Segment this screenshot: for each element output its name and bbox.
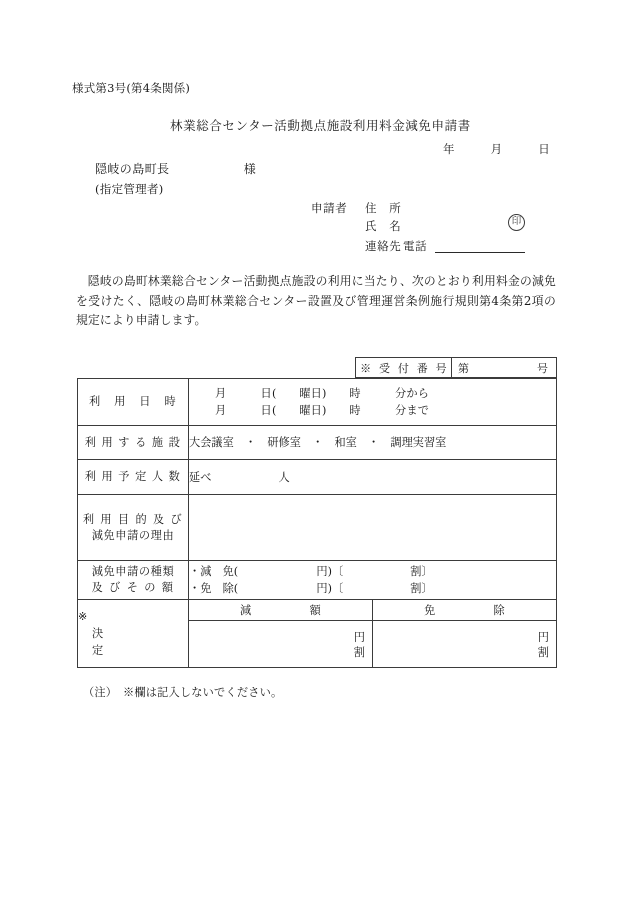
receipt-number-value [452,358,556,377]
body-paragraph: 隠岐の島町林業総合センター活動拠点施設の利用に当たり、次のとおり利用料金の減免を受けたく、隠岐の島町林業総合センター設置及び管理運営条例施行規則第4条第2項の規定により申請します。 [76,274,556,327]
receipt-number-suffix: 号 [537,361,548,375]
decision-value-exemption[interactable] [373,621,557,668]
decision-head-exemption-left: 免 [424,604,436,617]
document-title: 林業総合センター活動拠点施設利用料金減免申請書 [170,118,471,133]
decision-label-text: 決 定 [92,626,218,657]
applicant-address-label: 住 所 [365,201,402,215]
receipt-number-box [355,357,557,378]
decision-subtable [189,600,556,667]
table-row-decision [78,600,557,668]
applicant-name-label: 氏 名 [365,219,402,233]
row-label-decision [78,600,218,668]
row-label-reduction-line1: 減免申請の種類 [91,565,175,578]
receipt-number-prefix: 第 [458,361,469,375]
row-label-datetime: 利 用 日 時 [78,379,189,426]
decision-head-reduction-right: 額 [309,604,321,617]
addressee: 隠岐の島町長 様 [95,162,257,176]
decision-reduction-unit-wari: 割 [353,646,365,659]
receipt-number-label: ※ 受 付 番 号 [356,358,452,377]
datetime-line-to: 月 日( 曜日) 時 分まで [215,404,430,417]
table-row-datetime [78,379,557,426]
row-label-purpose-line1: 利 用 目 的 及 び [82,512,184,526]
decision-head-exemption-right: 除 [493,604,505,617]
row-value-facility[interactable]: 大会議室 ・ 研修室 ・ 和室 ・ 調理実習室 [189,426,557,460]
decision-head-reduction [189,600,373,621]
decision-grid [189,600,557,668]
decision-reduction-unit-yen: 円 [353,631,365,644]
row-label-purpose-line2: 減免申請の理由 [91,528,175,542]
table-row-purpose [78,495,557,561]
table-row-facility [78,426,557,460]
applicant-contact-label: 連絡先 [365,239,402,253]
reduction-option-menjo: ・免 除( 円)〔 割〕 [189,582,433,595]
seal-icon: 印 [508,214,525,231]
application-table [77,378,557,668]
row-label-reduction-line2: 及 び そ の 額 [91,581,175,594]
telephone-write-line [435,252,525,253]
decision-exemption-unit-yen: 円 [537,631,549,644]
date-line: 年 月 日 [443,142,551,156]
datetime-line-from: 月 日( 曜日) 時 分から [215,387,430,400]
decision-body-row [189,621,556,668]
table-row-reduction [78,561,557,600]
decision-head-exemption [373,600,557,621]
row-value-datetime[interactable] [189,379,557,426]
row-value-reduction[interactable] [189,561,557,600]
row-label-reduction [78,561,189,600]
applicant-label: 申請者 [311,201,348,215]
form-number: 様式第3号(第4条関係) [72,81,191,95]
table-row-people [78,460,557,495]
decision-mark: ※ [78,609,89,623]
row-label-facility: 利 用 す る 施 設 [78,426,189,460]
decision-head-reduction-left: 減 [240,604,252,617]
row-value-purpose[interactable] [189,495,557,561]
applicant-telephone-label: 電話 [403,239,428,253]
footnote: （注） ※欄は記入しないでください。 [83,686,283,699]
row-label-purpose [78,495,189,561]
decision-head-row [189,600,556,621]
reduction-option-genmen: ・減 免( 円)〔 割〕 [189,565,433,578]
row-label-people: 利 用 予 定 人 数 [78,460,189,495]
row-value-people[interactable]: 延べ 人 [189,460,557,495]
decision-exemption-unit-wari: 割 [537,646,549,659]
addressee-sub: (指定管理者) [95,182,164,196]
